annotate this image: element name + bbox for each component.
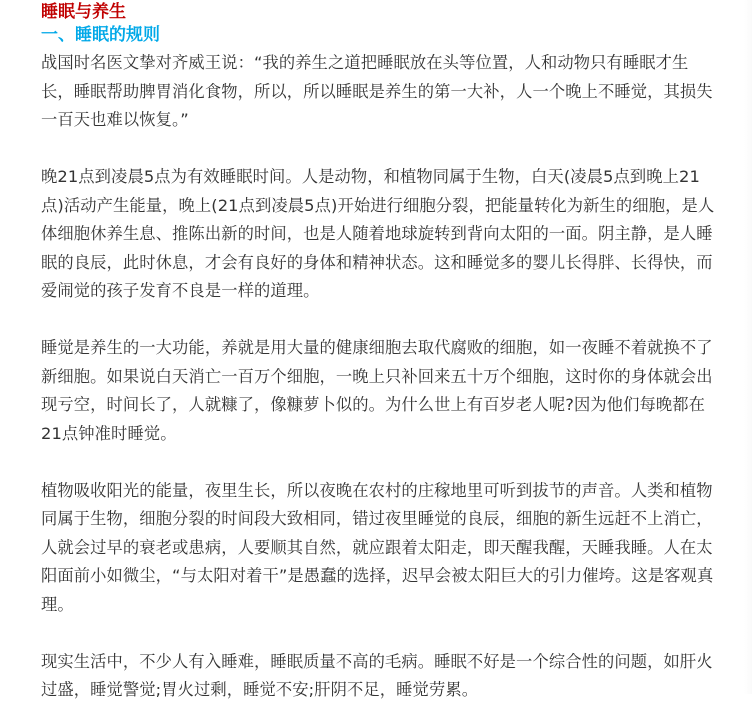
paragraph-4: 植物吸收阳光的能量，夜里生长，所以夜晚在农村的庄稼地里可听到拔节的声音。人类和植物同属于生物，细胞分裂的时间段大致相同，错过夜里睡觉的良辰，细胞的新生远赶不上消亡，人就会过早的衰老或患病，人要顺其自然，就应跟着太阳走，即天醒我醒，天睡我睡。人在太阳面前小如微尘，“与太阳对着干”是愚蠢的选择，迟早会被太阳巨大的引力催垮。这是客观真理。: [41, 480, 714, 614]
paragraph-3: 睡觉是养生的一大功能，养就是用大量的健康细胞去取代腐败的细胞，如一夜睡不着就换不了新细胞。如果说白天消亡一百万个细胞，一晚上只补回来五十万个细胞，这时你的身体就会出现亏空，时间长了，人就糠了，像糠萝卜似的。为什么世上有百岁老人呢?因为他们每晚都在21点钟准时睡觉。: [41, 338, 713, 443]
paragraph-2: 晚21点到凌晨5点为有效睡眠时间。人是动物，和植物同属于生物，白天(凌晨5点到晚上21点)活动产生能量，晚上(21点到凌晨5点)开始进行细胞分裂，把能量转化为新生的细胞，是人体细胞休养生息、推陈出新的时间，也是人随着地球旋转到背向太阳的一面。阴主静，是人睡眠的良辰，此时休息，才会有良好的身体和精神状态。这和睡觉多的婴儿长得胖、长得快，而爱闹觉的孩子发育不良是一样的道理。: [41, 167, 715, 300]
article-title: 睡眠与养生: [41, 2, 126, 22]
paragraph-5: 现实生活中，不少人有入睡难，睡眠质量不高的毛病。睡眠不好是一个综合性的问题，如肝火过盛，睡觉警觉;胃火过剩，睡觉不安;肝阴不足，睡觉劳累。: [41, 651, 713, 699]
section-heading: 一、睡眠的规则: [41, 25, 160, 45]
article: [41, 0, 721, 705]
page-edge: [744, 0, 752, 694]
paragraph-1: 战国时名医文挚对齐威王说：“我的养生之道把睡眠放在头等位置，人和动物只有睡眠才生长，睡眠帮助脾胃消化食物，所以，所以睡眠是养生的第一大补，人一个晚上不睡觉，其损失一百天也难以恢复。”: [41, 53, 713, 129]
